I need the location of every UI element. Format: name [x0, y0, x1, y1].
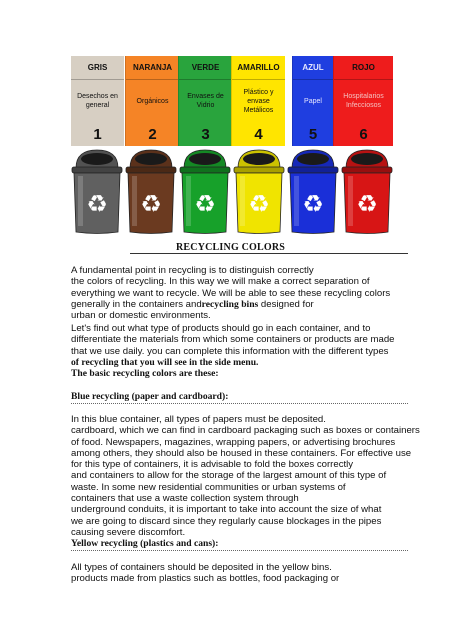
text-line: of food. Newspapers, magazines, wrapping papers, or advertising brochures [71, 436, 396, 448]
blue-paragraph [71, 414, 420, 538]
text-line: A fundamental point in recycling is to distinguish correctly [71, 265, 314, 276]
recycling-bin [342, 150, 392, 234]
text-line: All types of containers should be deposited in the yellow bins. [71, 562, 332, 573]
text-line: we are going to discard since they regularly cause blockages in the pipes [71, 515, 382, 527]
text-line: urban or domestic environments. [71, 310, 211, 322]
column-verde [178, 56, 232, 146]
recycling-bins-emphasis: recycling bins [201, 298, 259, 310]
text-line: everything we want to recycle. We will be able to see these recycling colors [71, 287, 391, 299]
yellow-recycling-heading: Yellow recycling (plastics and cans): [71, 538, 219, 549]
column-rojo [333, 56, 393, 146]
text-line [71, 299, 416, 310]
column-number: 4 [254, 125, 263, 143]
column-name: ROJO [334, 56, 393, 80]
recycling-bins-illustration [70, 146, 400, 236]
text-line: causing severe discomfort. [71, 526, 186, 538]
column-number: 6 [359, 125, 368, 143]
blue-recycling-heading: Blue recycling (paper and cardboard): [71, 391, 229, 402]
text-fragment: generally in the containers and [71, 298, 202, 310]
text-line: of recycling that you will see in the side menu. [71, 356, 259, 368]
column-description: Plástico y envase Metálicos [243, 88, 274, 114]
column-description: Hospitalarios Infecciosos [343, 93, 384, 109]
recycling-bin [288, 150, 338, 234]
recycling-bin [234, 150, 284, 234]
recycle-icon: ♻ [86, 190, 108, 218]
text-line: In this blue container, all types of papers must be deposited. [71, 414, 326, 425]
column-name: AMARILLO [232, 56, 285, 80]
column-gris [71, 56, 124, 146]
column-number: 5 [308, 125, 318, 143]
dotted-divider [71, 550, 408, 551]
text-line: waste. In some new residential communities or urban systems of [71, 481, 346, 493]
column-description: Papel [304, 97, 322, 105]
column-azul [292, 56, 333, 146]
text-line: differentiate the materials from which some containers or products are made [71, 334, 395, 346]
column-description: Orgánicos [136, 97, 169, 105]
text-line: that we use daily. you can complete this information with the different types [71, 345, 389, 357]
column-name: VERDE [179, 56, 232, 80]
text-line: underground conduits, it is important to take into account the size of what [71, 504, 382, 516]
dotted-divider [71, 403, 408, 404]
column-name: GRIS [71, 56, 124, 80]
yellow-paragraph [71, 562, 416, 585]
heading-rule [130, 253, 408, 254]
recycling-bin [126, 150, 176, 234]
section-heading: RECYCLING COLORS [176, 242, 286, 253]
text-line: Let's find out what type of products should go in each container, and to [71, 323, 371, 334]
recycling-bin [180, 150, 230, 234]
column-naranja [125, 56, 179, 146]
recycle-icon: ♻ [194, 190, 216, 218]
text-line: cardboard, which we can find in cardboard packaging such as boxes or containers [71, 425, 420, 437]
intro-paragraph [71, 265, 416, 321]
text-line: containers that use a waste collection system through [71, 493, 299, 505]
column-number: 3 [201, 125, 210, 143]
column-name: AZUL [293, 56, 333, 80]
column-amarillo [231, 56, 285, 146]
recycle-icon: ♻ [140, 190, 162, 218]
column-name: NARANJA [126, 56, 179, 80]
recycling-colors-table [71, 56, 392, 146]
recycle-icon: ♻ [302, 190, 324, 218]
bins-svg [70, 146, 400, 236]
recycle-icon: ♻ [356, 190, 378, 218]
recycling-bin [72, 150, 122, 234]
text-line: for this type of containers, it is advisable to fold the boxes correctly [71, 459, 354, 471]
column-number: 2 [148, 125, 157, 143]
text-line: the colors of recycling. In this way we will make a correct separation of [71, 276, 370, 288]
products-paragraph [71, 323, 416, 368]
basic-colors-heading: The basic recycling colors are these: [71, 368, 219, 379]
column-description: Envases de Vidrio [187, 93, 224, 109]
text-line: products made from plastics such as bottles, food packaging or [71, 573, 340, 585]
text-fragment: designed for [258, 298, 314, 310]
text-line: among others, they should also be housed in these containers. For effective use [71, 447, 412, 459]
recycle-icon: ♻ [248, 190, 270, 218]
column-description: Desechos en general [77, 93, 118, 109]
text-line: and containers to allow for the storage of the largest amount of this type of [71, 470, 387, 482]
column-number: 1 [93, 125, 102, 143]
